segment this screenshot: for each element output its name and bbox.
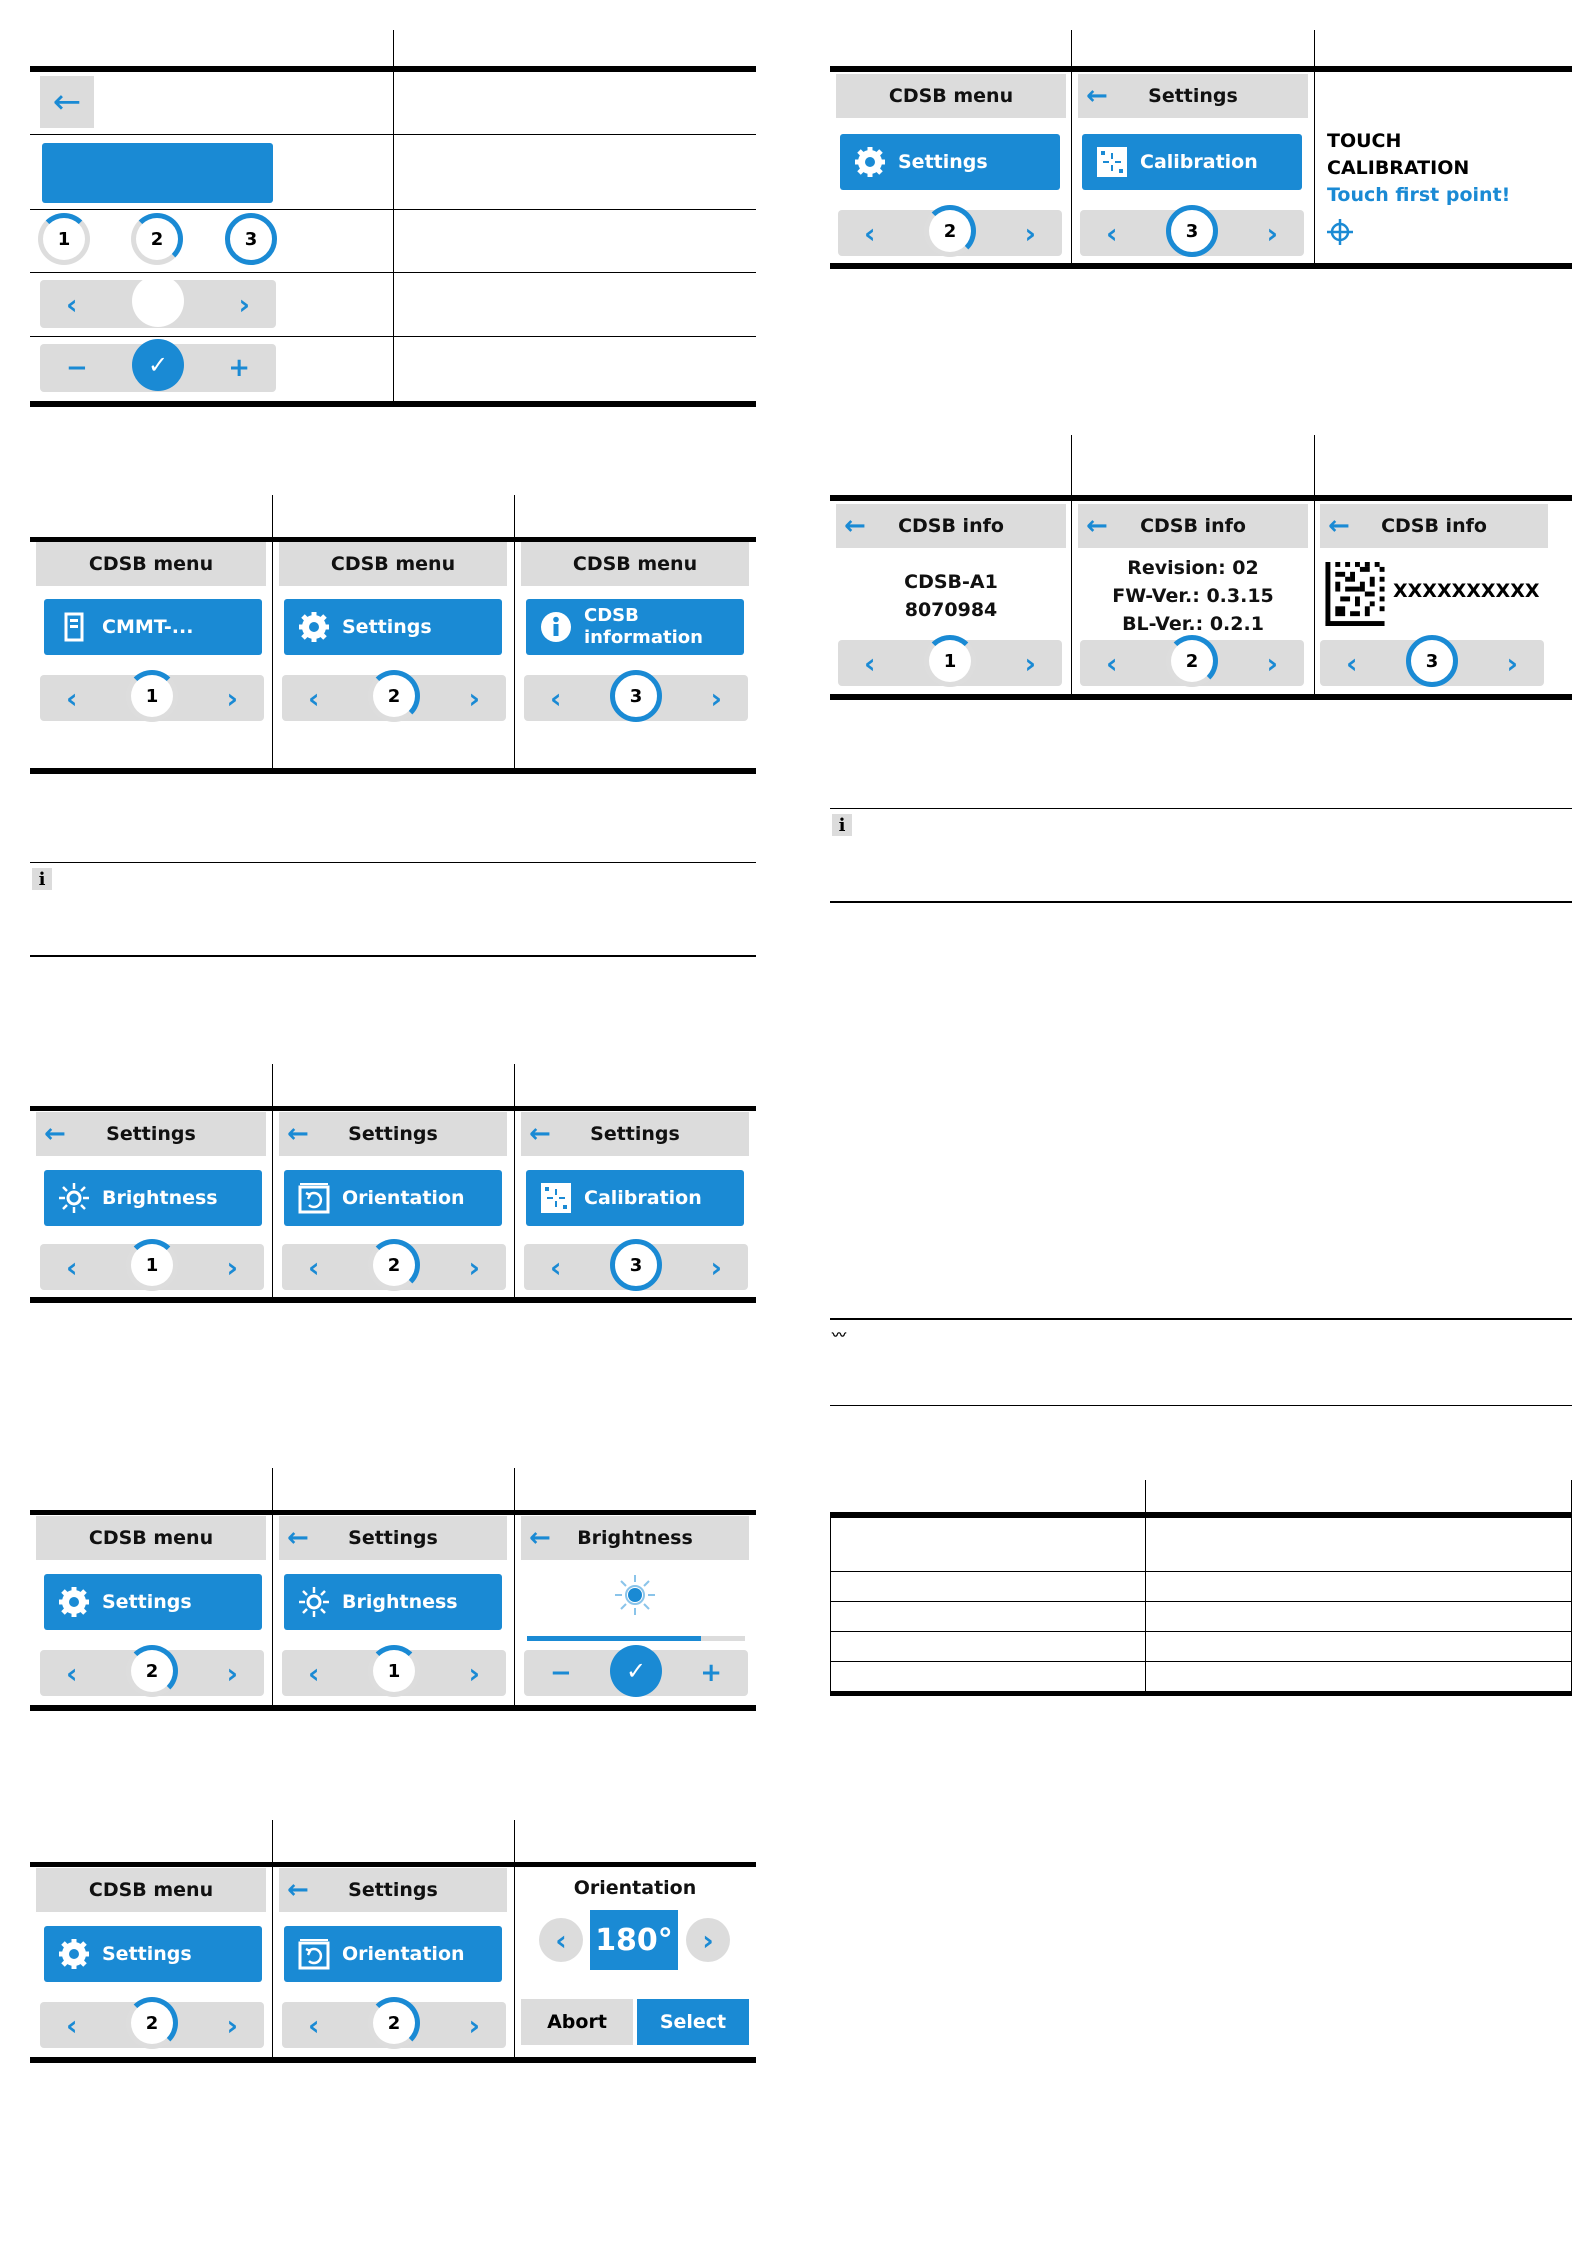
screen-title: CDSB menu bbox=[279, 542, 507, 586]
page-indicator: 3 bbox=[610, 1239, 662, 1291]
chevron-right-icon[interactable]: › bbox=[686, 1918, 730, 1962]
page-indicator: 3 bbox=[1406, 635, 1458, 687]
info-icon bbox=[538, 609, 574, 645]
chevron-left-icon[interactable]: ‹ bbox=[308, 1250, 320, 1284]
chevron-right-icon[interactable]: › bbox=[226, 1656, 238, 1690]
minus-icon: − bbox=[66, 353, 88, 383]
chevron-left-icon[interactable]: ‹ bbox=[66, 1250, 78, 1284]
chevron-right-icon[interactable]: › bbox=[226, 2008, 238, 2042]
orientation-button[interactable]: Orientation bbox=[284, 1926, 502, 1982]
nav-bar[interactable] bbox=[1320, 640, 1544, 686]
nav-bar[interactable] bbox=[282, 1650, 506, 1696]
chevron-right-icon[interactable]: › bbox=[710, 1250, 722, 1284]
chevron-left-icon[interactable]: ‹ bbox=[1346, 646, 1358, 680]
screen-title: CDSB menu bbox=[36, 542, 266, 586]
crosshair-icon bbox=[538, 1180, 574, 1216]
nav-bar[interactable] bbox=[524, 1244, 748, 1290]
calibration-button[interactable]: Calibration bbox=[526, 1170, 744, 1226]
chevron-right-icon[interactable]: › bbox=[1266, 646, 1278, 680]
chevron-right-icon[interactable]: › bbox=[1266, 216, 1278, 250]
page-indicator: 2 bbox=[924, 205, 976, 257]
orientation-button[interactable]: Orientation bbox=[284, 1170, 502, 1226]
settings-button[interactable]: Settings bbox=[44, 1926, 262, 1982]
calibration-button[interactable]: Calibration bbox=[1082, 134, 1302, 190]
screen-title: Orientation bbox=[573, 1877, 697, 1899]
brightness-level-track[interactable] bbox=[527, 1636, 745, 1641]
gear-icon bbox=[296, 609, 332, 645]
page-indicator: 2 bbox=[1166, 635, 1218, 687]
chevron-right-icon: › bbox=[238, 287, 250, 321]
chevron-right-icon[interactable]: › bbox=[468, 1656, 480, 1690]
chevron-left-icon[interactable]: ‹ bbox=[550, 681, 562, 715]
page-indicator: 1 bbox=[368, 1645, 420, 1697]
screen-title: CDSB menu bbox=[521, 542, 749, 586]
chevron-left-icon[interactable]: ‹ bbox=[66, 2008, 78, 2042]
settings-button[interactable]: Settings bbox=[284, 599, 502, 655]
back-arrow-icon[interactable]: ← bbox=[844, 511, 866, 541]
value-bar-sample bbox=[40, 344, 276, 392]
plus-icon: + bbox=[228, 353, 250, 383]
value-bar[interactable] bbox=[524, 1650, 748, 1696]
chevron-left-icon[interactable]: ‹ bbox=[308, 2008, 320, 2042]
chevron-left-icon[interactable]: ‹ bbox=[550, 1250, 562, 1284]
device-icon bbox=[56, 609, 92, 645]
back-arrow-icon[interactable]: ← bbox=[1328, 511, 1350, 541]
nav-bar[interactable] bbox=[282, 2002, 506, 2048]
device-info: CDSB-A1 8070984 bbox=[904, 571, 998, 621]
screen-title: ← CDSB info bbox=[1320, 504, 1548, 548]
chevron-right-icon[interactable]: › bbox=[1024, 646, 1036, 680]
page-indicator: 3 bbox=[1166, 205, 1218, 257]
check-icon[interactable]: ✓ bbox=[610, 1645, 662, 1697]
settings-button[interactable]: Settings bbox=[840, 134, 1060, 190]
chevron-left-icon[interactable]: ‹ bbox=[1106, 216, 1118, 250]
target-crosshair-icon[interactable] bbox=[1326, 218, 1354, 246]
sun-icon bbox=[56, 1180, 92, 1216]
sun-icon bbox=[296, 1584, 332, 1620]
back-arrow-icon[interactable]: ← bbox=[44, 1119, 66, 1149]
back-arrow-icon[interactable]: ← bbox=[287, 1875, 309, 1905]
nav-bar[interactable] bbox=[838, 210, 1062, 256]
back-arrow-icon[interactable]: ← bbox=[287, 1119, 309, 1149]
chevron-right-icon[interactable]: › bbox=[468, 1250, 480, 1284]
abort-button[interactable]: Abort bbox=[521, 1999, 633, 2045]
page-indicator: 2 bbox=[368, 1997, 420, 2049]
screen-title: CDSB menu bbox=[36, 1516, 266, 1560]
page-indicator: 2 bbox=[126, 1997, 178, 2049]
chevron-right-icon[interactable]: › bbox=[710, 681, 722, 715]
chevron-left-icon[interactable]: ‹ bbox=[539, 1918, 583, 1962]
page-indicator: 2 bbox=[126, 1645, 178, 1697]
chevron-left-icon[interactable]: ‹ bbox=[1106, 646, 1118, 680]
nav-bar[interactable] bbox=[40, 1244, 264, 1290]
crosshair-icon bbox=[1094, 144, 1130, 180]
page-indicator: 1 bbox=[126, 670, 178, 722]
screen-title: ← CDSB info bbox=[1078, 504, 1308, 548]
nav-bar[interactable] bbox=[838, 640, 1062, 686]
brightness-button[interactable]: Brightness bbox=[44, 1170, 262, 1226]
brightness-button[interactable]: Brightness bbox=[284, 1574, 502, 1630]
screen-title: ← Settings bbox=[279, 1112, 507, 1156]
chevron-left-icon[interactable]: ‹ bbox=[308, 681, 320, 715]
settings-button[interactable]: Settings bbox=[44, 1574, 262, 1630]
chevron-left-icon[interactable]: ‹ bbox=[66, 1656, 78, 1690]
nav-bar[interactable] bbox=[282, 1244, 506, 1290]
page-indicator: 2 bbox=[368, 670, 420, 722]
chevron-right-icon[interactable]: › bbox=[468, 2008, 480, 2042]
chevron-right-icon[interactable]: › bbox=[226, 681, 238, 715]
brightness-sun-icon bbox=[610, 1570, 660, 1620]
minus-icon[interactable]: − bbox=[550, 1658, 572, 1688]
page-indicator: 1 bbox=[126, 1239, 178, 1291]
gear-icon bbox=[56, 1936, 92, 1972]
navigation-bar-sample bbox=[40, 280, 276, 328]
chevron-left-icon: ‹ bbox=[66, 287, 78, 321]
back-arrow-icon[interactable]: ← bbox=[529, 1119, 551, 1149]
brightness-level-fill bbox=[527, 1636, 701, 1641]
screen-title: ← Settings bbox=[36, 1112, 266, 1156]
rotate-icon bbox=[296, 1936, 332, 1972]
version-info: Revision: 02 FW-Ver.: 0.3.15 BL-Ver.: 0.2.1 bbox=[1112, 557, 1274, 635]
datamatrix-code bbox=[1325, 562, 1385, 626]
screen-title: CDSB menu bbox=[836, 74, 1066, 118]
screen-title: ← CDSB info bbox=[836, 504, 1066, 548]
screen-title: ← Settings bbox=[521, 1112, 749, 1156]
chevron-left-icon[interactable]: ‹ bbox=[308, 1656, 320, 1690]
cmmt-button[interactable]: CMMT-... bbox=[44, 599, 262, 655]
chevron-left-icon[interactable]: ‹ bbox=[864, 646, 876, 680]
progress-circle-1: 1 bbox=[38, 213, 90, 265]
plus-icon[interactable]: + bbox=[700, 1658, 722, 1688]
gear-icon bbox=[852, 144, 888, 180]
info-marker-icon: i bbox=[832, 814, 852, 836]
back-arrow-sample: ← bbox=[40, 76, 94, 128]
wave-icon: 〰 bbox=[832, 1328, 846, 1344]
nav-bar[interactable] bbox=[40, 675, 264, 721]
info-marker-icon: i bbox=[32, 868, 52, 890]
page-indicator: 2 bbox=[368, 1239, 420, 1291]
select-button[interactable]: Select bbox=[637, 1999, 749, 2045]
back-arrow-icon[interactable]: ← bbox=[1086, 511, 1108, 541]
screen-title: ← Brightness bbox=[521, 1516, 749, 1560]
nav-bar[interactable] bbox=[40, 1650, 264, 1696]
nav-bar[interactable] bbox=[282, 675, 506, 721]
orientation-value: 180° bbox=[590, 1910, 678, 1970]
chevron-right-icon[interactable]: › bbox=[1506, 646, 1518, 680]
progress-circle-3: 3 bbox=[225, 213, 277, 265]
screen-title: ← Settings bbox=[279, 1868, 507, 1912]
serial-number: XXXXXXXXXX bbox=[1393, 580, 1540, 602]
cdsb-information-button[interactable]: CDSB information bbox=[526, 599, 744, 655]
calibration-prompt: TOUCH CALIBRATION Touch first point! bbox=[1327, 130, 1511, 206]
blue-button-sample bbox=[42, 143, 273, 203]
back-arrow-icon[interactable]: ← bbox=[529, 1523, 551, 1553]
chevron-right-icon[interactable]: › bbox=[226, 1250, 238, 1284]
nav-bar[interactable] bbox=[1080, 210, 1304, 256]
back-arrow-icon[interactable]: ← bbox=[1086, 81, 1108, 111]
page-indicator: 3 bbox=[610, 670, 662, 722]
page-indicator: 1 bbox=[924, 635, 976, 687]
nav-bar[interactable] bbox=[1080, 640, 1304, 686]
nav-bar[interactable] bbox=[524, 675, 748, 721]
gear-icon bbox=[56, 1584, 92, 1620]
chevron-left-icon[interactable]: ‹ bbox=[864, 216, 876, 250]
chevron-left-icon[interactable]: ‹ bbox=[66, 681, 78, 715]
screen-title: ← Settings bbox=[1078, 74, 1308, 118]
screen-title: CDSB menu bbox=[36, 1868, 266, 1912]
nav-bar[interactable] bbox=[40, 2002, 264, 2048]
check-icon: ✓ bbox=[132, 339, 184, 391]
back-arrow-icon[interactable]: ← bbox=[287, 1523, 309, 1553]
screen-title: ← Settings bbox=[279, 1516, 507, 1560]
progress-circle-2: 2 bbox=[131, 213, 183, 265]
chevron-right-icon[interactable]: › bbox=[1024, 216, 1036, 250]
chevron-right-icon[interactable]: › bbox=[468, 681, 480, 715]
rotate-icon bbox=[296, 1180, 332, 1216]
